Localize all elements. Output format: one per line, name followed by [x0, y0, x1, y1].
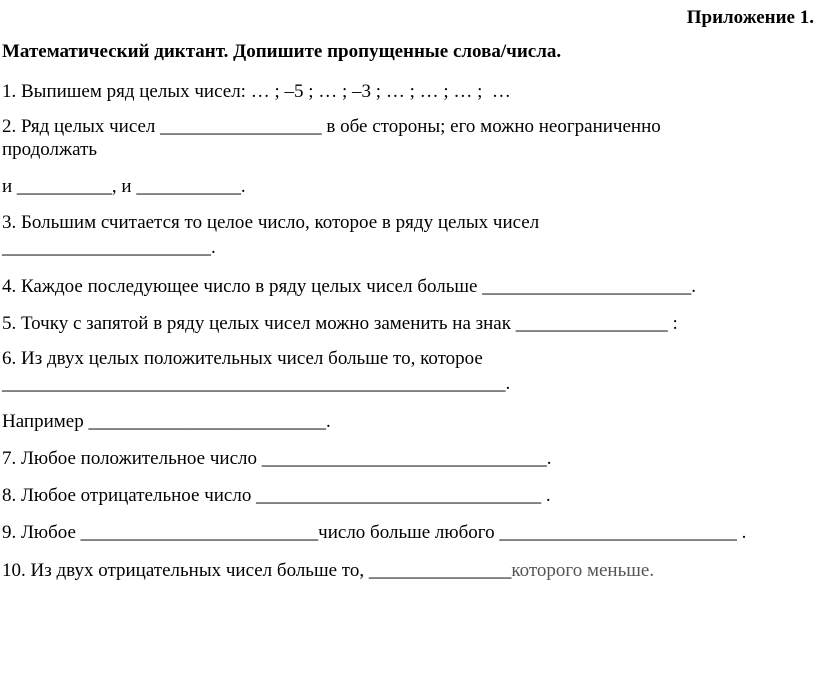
item-2-line-1: 2. Ряд целых чисел _________________ в обе стороны; его можно неограниченно: [2, 116, 661, 137]
appendix-label: Приложение 1.: [686, 7, 814, 28]
item-1: 1. Выпишем ряд целых чисел: … ; –5 ; … ; –3 ; … ; … ; … ; …: [2, 81, 511, 102]
item-2-line-2: продолжать: [2, 139, 98, 160]
item-6-example: Например _________________________.: [2, 411, 331, 432]
item-2-line-3: и __________, и ___________.: [2, 176, 246, 197]
item-10: [2, 560, 654, 582]
item-7: 7. Любое положительное число ______________________________.: [2, 448, 552, 469]
item-6-line-1: 6. Из двух целых положительных чисел больше то, которое: [2, 348, 483, 369]
item-8: 8. Любое отрицательное число ______________________________ .: [2, 485, 551, 506]
item-5: 5. Точку с запятой в ряду целых чисел можно заменить на знак ________________ :: [2, 313, 678, 334]
item-9: 9. Любое _________________________число больше любого _________________________ .: [2, 522, 747, 543]
item-10-ending: которого меньше.: [511, 560, 655, 581]
item-3-line-1: 3. Большим считается то целое число, которое в ряду целых чисел: [2, 212, 540, 233]
item-10-text: 10. Из двух отрицательных чисел больше то, _______________: [2, 560, 512, 581]
item-6-line-2: _____________________________________________________.: [2, 373, 511, 394]
item-3-line-2: ______________________.: [2, 237, 216, 258]
page-title: Математический диктант. Допишите пропущенные слова/числа.: [2, 41, 562, 62]
item-4: 4. Каждое последующее число в ряду целых чисел больше ______________________.: [2, 276, 696, 297]
